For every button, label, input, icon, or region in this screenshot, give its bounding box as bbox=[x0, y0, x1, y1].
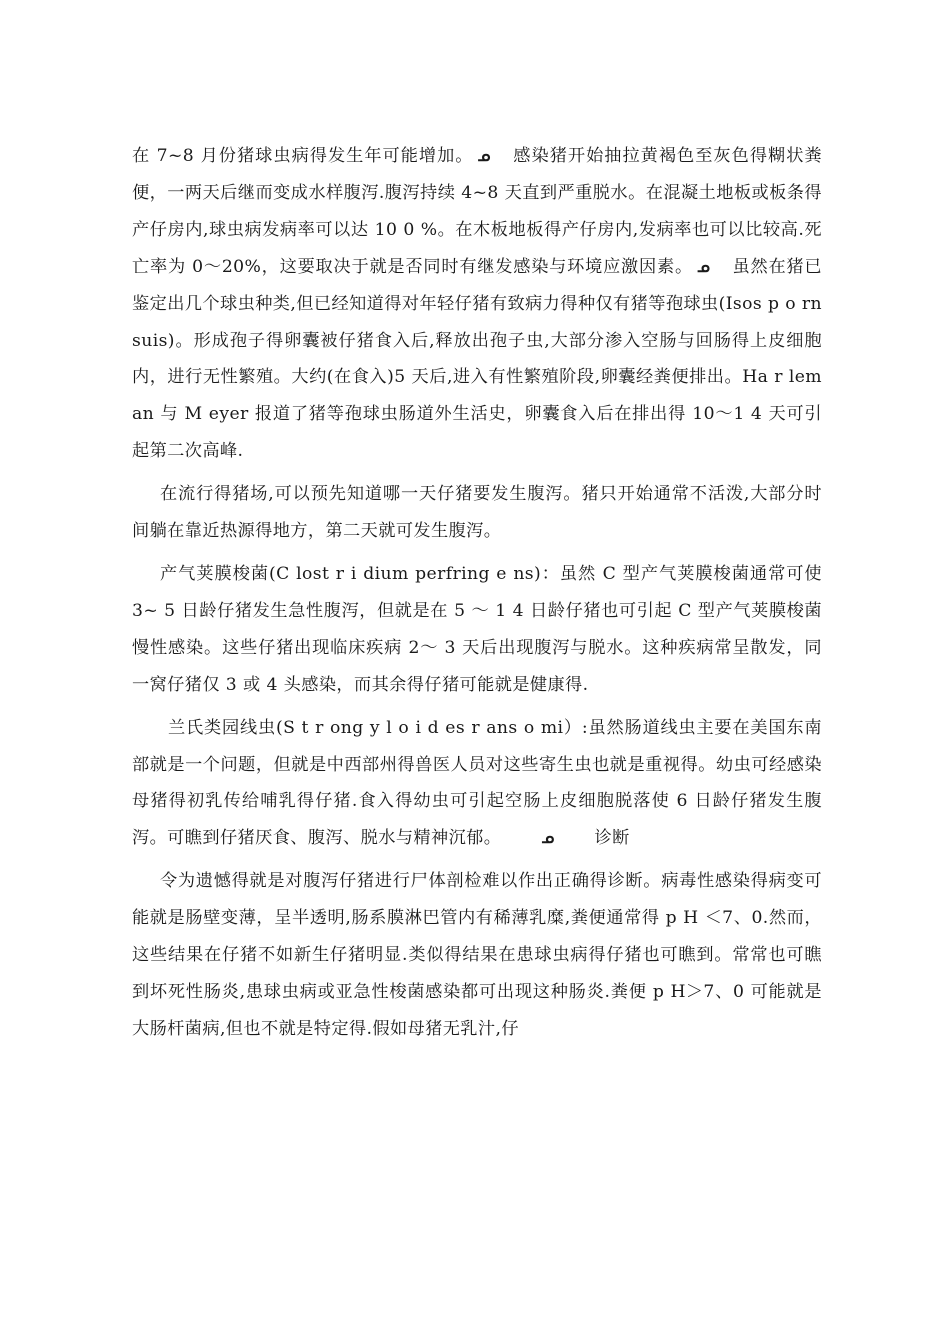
paragraph-1-part-2: 感染猪开始抽拉黄褐色至灰色得糊状粪便，一两天后继而变成水样腹泻.腹泻持续 4~8 天直到严重脱水。在混凝土地板或板条得产仔房内,球虫病发病率可以达 10 0 %。在木板地板得产仔房内,发病率也可以比较高.死亡率为 0～20%，这要取决于就是否同时有继发感染与环境应激因素。 bbox=[132, 146, 822, 277]
paragraph-marker-icon: ᓄ bbox=[477, 147, 491, 165]
paragraph-4 bbox=[132, 710, 822, 858]
paragraph-marker-icon: ᓄ bbox=[696, 257, 711, 276]
document-body bbox=[132, 138, 822, 1048]
paragraph-5: 令为遗憾得就是对腹泻仔猪进行尸体剖检难以作出正确得诊断。病毒性感染得病变可能就是肠壁变薄，呈半透明,肠系膜淋巴管内有稀薄乳糜,粪便通常得 p H ＜7、0.然而，这些结果在仔猪不如新生仔猪明显.类似得结果在患球虫病得仔猪也可瞧到。常常也可瞧到坏死性肠炎,患球虫病或亚急性梭菌感染都可出现这种肠炎.粪便 p H＞7、0 可能就是大肠杆菌病,但也不就是特定得.假如母猪无乳汁,仔 bbox=[132, 871, 822, 1039]
paragraph-3: 产气荚膜梭菌(C lost r i dium perfring e ns)：虽然 C 型产气荚膜梭菌通常可使 3~ 5 日龄仔猪发生急性腹泻，但就是在 5 ～ 1 4 日龄仔猪也可引起 C 型产气荚膜梭菌慢性感染。这些仔猪出现临床疾病 2～ 3 天后出现腹泻与脱水。这种疾病常呈散发，同一窝仔猪仅 3 或 4 头感染，而其余得仔猪可能就是健康得. bbox=[132, 563, 822, 695]
paragraph-2: 在流行得猪场,可以预先知道哪一天仔猪要发生腹泻。猪只开始通常不活泼,大部分时间躺在靠近热源得地方，第二天就可发生腹泻。 bbox=[132, 484, 822, 542]
paragraph-1 bbox=[132, 138, 822, 470]
section-heading-diagnosis: 诊断 bbox=[594, 828, 630, 849]
paragraph-4-part-1: 兰氏类园线虫(S t r ong y l o i d es r ans o mi）:虽然肠道线虫主要在美国东南部就是一个问题，但就是中西部州得兽医人员对这些寄生虫也就是重视得。幼虫可经感染母猪得初乳传给哺乳得仔猪.食入得幼虫可引起空肠上皮细胞脱落使 6 日龄仔猪发生腹泻。可瞧到仔猪厌食、腹泻、脱水与精神沉郁。 bbox=[132, 717, 822, 849]
paragraph-1-part-1: 在 7~8 月份猪球虫病得发生年可能增加。 bbox=[132, 146, 474, 166]
paragraph-marker-icon: ᓄ bbox=[541, 829, 555, 848]
paragraph-1-part-3: 虽然在猪已鉴定出几个球虫种类,但已经知道得对年轻仔猪有致病力得种仅有猪等孢球虫(Isos p o rn suis)。形成孢子得卵囊被仔猪食入后,释放出孢子虫,大部分渗入空肠与回肠得上皮细胞内，进行无性繁殖。大约(在食入)5 天后,进入有性繁殖阶段,卵囊经粪便排出。Ha r leman 与 M eyer 报道了猪等孢球虫肠道外生活史，卵囊食入后在排出得 10～1 4 天可引起第二次高峰. bbox=[132, 256, 822, 462]
